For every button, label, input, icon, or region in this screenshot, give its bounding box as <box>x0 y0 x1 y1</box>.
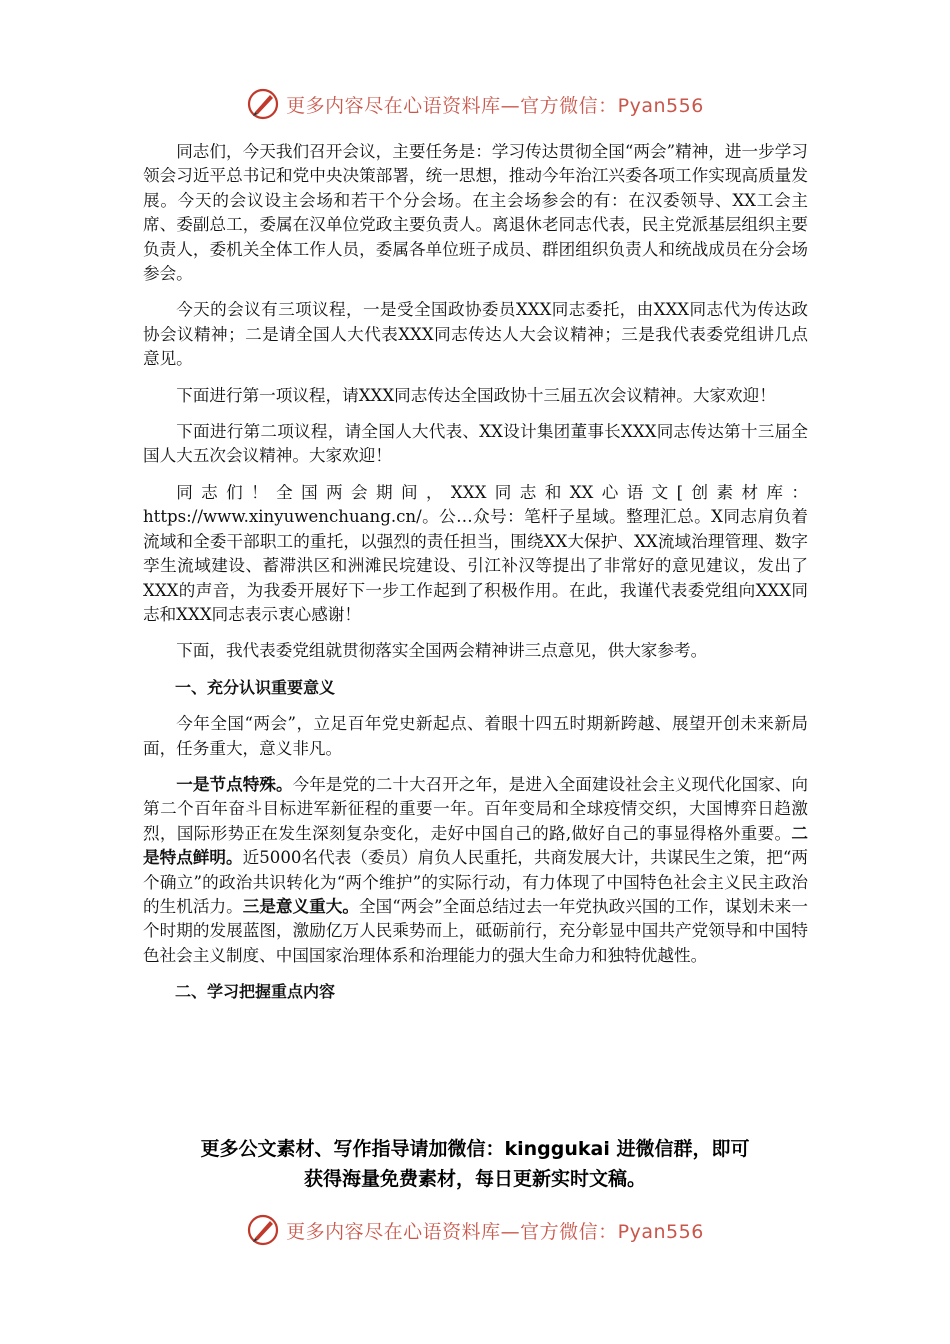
key-points-paragraph <box>143 773 808 968</box>
point-3-title: 三是意义重大。 <box>242 896 360 916</box>
paragraph: 下面进行第二项议程，请全国人大代表、XX设计集团董事长XXX同志传达第十三届全国人大五次会议精神。大家欢迎！ <box>143 422 808 466</box>
promo-line-1: 更多公文素材、写作指导请加微信：kinggukai 进微信群，即可 <box>200 1138 750 1160</box>
point-1-title: 一是节点特殊。 <box>176 774 293 794</box>
paragraph: 今天的会议有三项议程，一是受全国政协委员XXX同志委托，由XXX同志代为传达政协会议精神；二是请全国人大代表XXX同志传达人大会议精神；三是我代表委党组讲几点意见。 <box>143 300 808 369</box>
point-2-title: 二是特点鲜明。 <box>143 823 808 868</box>
section-heading-2: 二、学习把握重点内容 <box>175 982 336 1002</box>
promo-notice <box>100 1134 850 1194</box>
promo-line-2: 获得海量免费素材，每日更新实时文稿。 <box>303 1168 646 1190</box>
paragraph: 下面，我代表委党组就贯彻落实全国两会精神讲三点意见，供大家参考。 <box>176 641 708 661</box>
footer-banner <box>0 1210 950 1250</box>
paragraph: 今年全国“两会”，立足百年党史新起点、着眼十四五时期新跨越、展望开创未来新局面，任务重大，意义非凡。 <box>143 714 808 758</box>
point-2-text: 近5000名代表（委员）肩负人民重托，共商发展大计，共谋民生之策，把“两个确立”的政治共识转化为“两个维护”的实际行动，有力体现了中国特色社会主义民主政治的生机活力。 <box>143 848 809 916</box>
header-banner <box>0 84 950 124</box>
pen-logo-icon <box>246 1213 280 1247</box>
pen-logo-icon <box>246 87 280 121</box>
paragraph: 下面进行第一项议程，请XXX同志传达全国政协十三届五次会议精神。大家欢迎！ <box>176 385 776 405</box>
paragraph: 同志们！全国两会期间，XXX同志和XX心语文[创素材库：https://www.xinyuwenchuang.cn/。公…众号：笔杆子星域。整理汇总。X同志肩负着流域和全委干部职工的重托，以强烈的责任担当，围绕XX大保护、XX流域治理管理、数字孪生流域建设、蓄滞洪区和洲滩民垸建设、引江补汉等提出了非常好的意见建议，发出了XXX的声音，为我委开展好下一步工作起到了积极作用。在此，我谨代表委党组向XXX同志和XXX同志表示衷心感谢！ <box>143 482 808 624</box>
banner-text: 更多内容尽在心语资料库—官方微信：Pyan556 <box>286 94 704 117</box>
banner-text: 更多内容尽在心语资料库—官方微信：Pyan556 <box>286 1220 704 1243</box>
paragraph: 同志们，今天我们召开会议，主要任务是：学习传达贯彻全国“两会”精神，进一步学习领会习近平总书记和党中央决策部署，统一思想，推动今年治江兴委各项工作实现高质量发展。今天的会议设主会场和若干个分会场。在主会场参会的有：在汉委领导、XX工会主席、委副总工，委属在汉单位党政主要负责人。离退休老同志代表，民主党派基层组织主要负责人，委机关全体工作人员，委属各单位班子成员、群团组织负责人和统战成员在分会场参会。 <box>143 142 808 284</box>
document-body <box>143 140 808 1017</box>
point-1-text: 今年是党的二十大召开之年，是进入全面建设社会主义现代化国家、向第二个百年奋斗目标进军新征程的重要一年。百年变局和全球疫情交织，大国博弈日趋激烈，国际形势正在发生深刻复杂变化，走好中国自己的路,做好自己的事显得格外重要。 <box>143 774 809 843</box>
section-heading-1: 一、充分认识重要意义 <box>175 677 336 697</box>
point-3-text: 全国“两会”全面总结过去一年党执政兴国的工作，谋划未来一个时期的发展蓝图，激励亿万人民乘势而上，砥砺前行，充分彰显中国共产党领导和中国特色社会主义制度、中国国家治理体系和治理能力的强大生命力和独特优越性。 <box>143 896 809 965</box>
